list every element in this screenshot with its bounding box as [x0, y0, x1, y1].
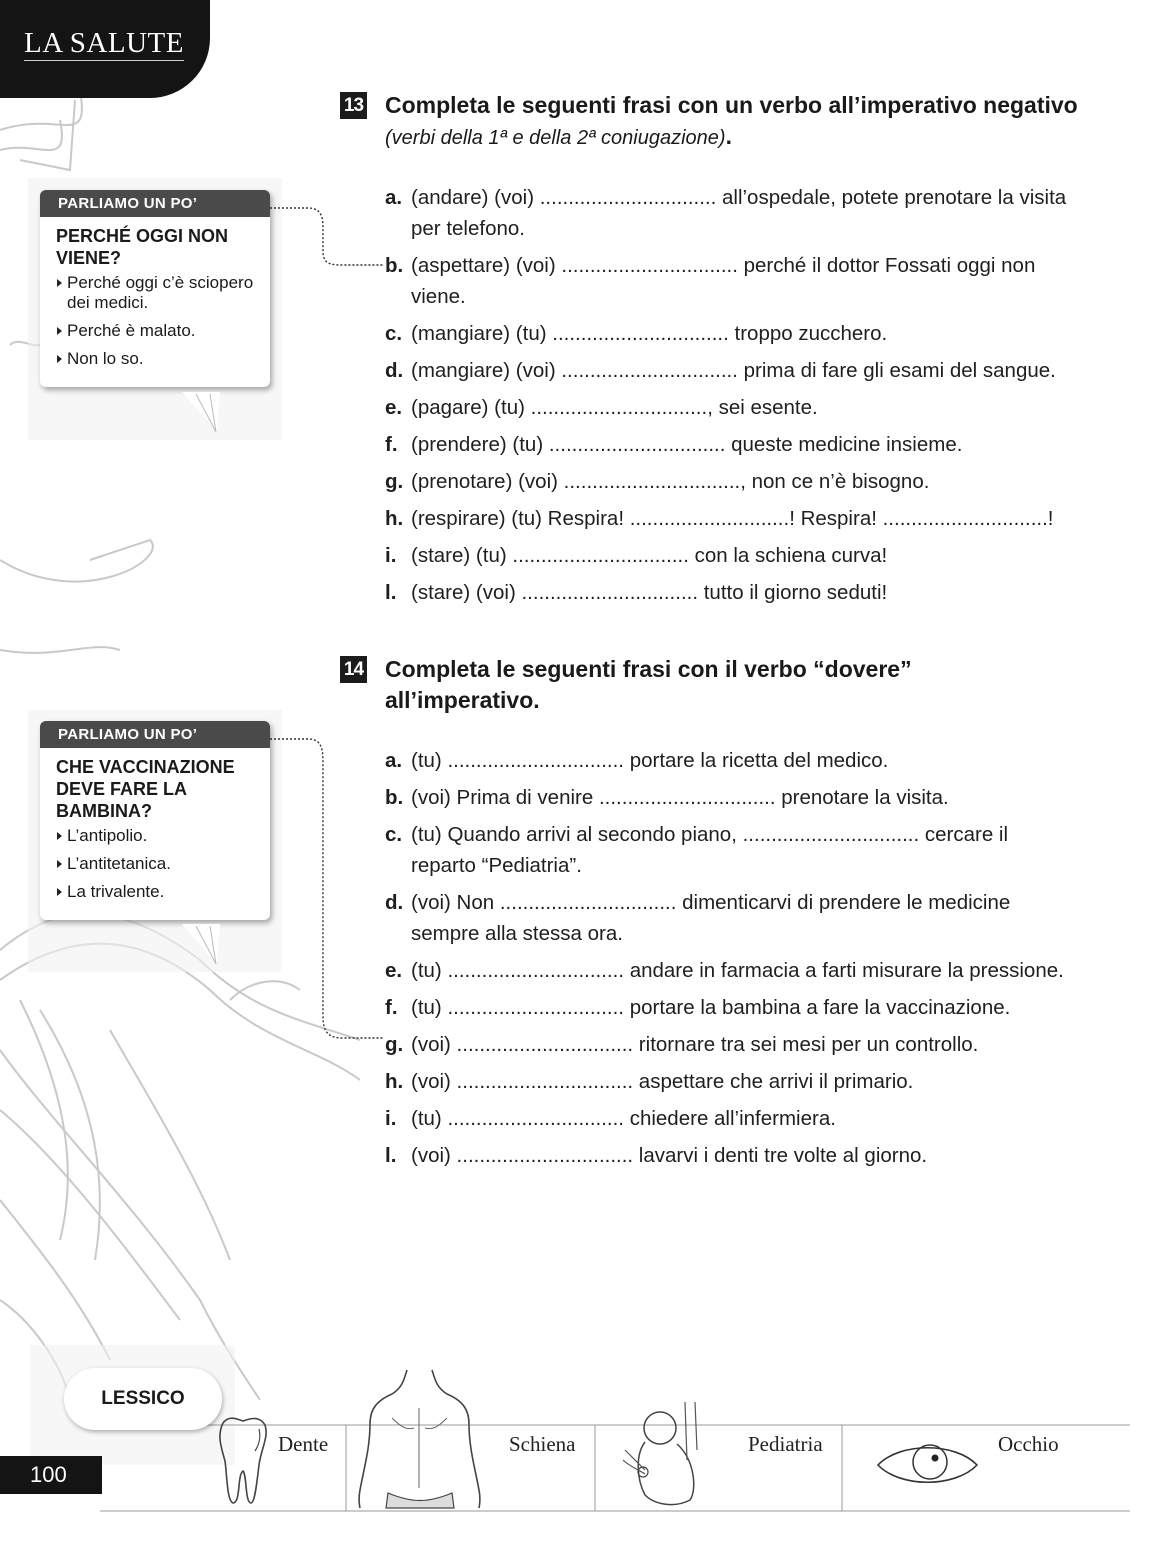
- exercise-item: g. (prenotare) (voi) ..............................., non ce n’è bisogno.: [385, 470, 930, 493]
- exercise-14-list: [385, 745, 1075, 1177]
- section-title-tab: [0, 0, 210, 98]
- exercise-subtitle: (verbi della 1ª e della 2ª coniugazione): [385, 127, 726, 149]
- box-header: PARLIAMO UN PO’: [40, 721, 270, 748]
- box-option: Perché oggi c’è sciopero dei medici.: [56, 273, 260, 313]
- exercise-item: h. (voi) ............................... aspettare che arrivi il primario.: [385, 1070, 914, 1093]
- vocab-word-pediatria: Pediatria: [748, 1432, 823, 1456]
- exercise-item: e. (tu) ............................... andare in farmacia a farti misurare la pressione.: [385, 959, 1064, 982]
- speech-bubble-tail: [180, 392, 225, 436]
- speech-bubble-tail: [180, 924, 225, 968]
- exercise-item: a. (tu) ............................... portare la ricetta del medico.: [385, 749, 889, 772]
- box-options: [40, 824, 270, 920]
- section-title: LA SALUTE: [24, 27, 184, 59]
- exercise-item: h. (respirare) (tu) Respira! ............................! Respira! .............................!: [385, 507, 1054, 530]
- tooth-icon: [215, 1415, 270, 1510]
- box-question: CHE VACCINAZIONE DEVE FARE LA BAMBINA?: [56, 757, 235, 821]
- exercise-item: c. (tu) Quando arrivi al secondo piano, ............................... cercare il reparto “Pediatria”.: [385, 823, 1009, 877]
- exercise-title: Completa le seguenti frasi con il verbo “dovere” all’imperativo.: [385, 656, 912, 713]
- exercise-number: 14: [340, 656, 367, 683]
- vocab-word-dente: Dente: [278, 1432, 329, 1456]
- exercise-title: Completa le seguenti frasi con un verbo all’imperativo negativo (verbi della 1ª e della 2ª coniugazione).: [385, 92, 1078, 149]
- vocab-word-occhio: Occhio: [998, 1432, 1059, 1456]
- box-option: Perché è malato.: [56, 321, 260, 341]
- exercise-item: i. (tu) ............................... chiedere all’infermiera.: [385, 1107, 836, 1130]
- box-header: PARLIAMO UN PO’: [40, 190, 270, 217]
- exercise-item: l. (voi) ............................... lavarvi i denti tre volte al giorno.: [385, 1144, 928, 1167]
- box-option: Non lo so.: [56, 349, 260, 369]
- eye-icon: [875, 1440, 980, 1490]
- exercise-13-list: [385, 182, 1075, 614]
- exercise-item: d. (voi) Non ............................... dimenticarvi di prendere le medicine sempre alla stessa ora.: [385, 891, 1011, 945]
- exercise-number: 13: [340, 92, 367, 119]
- lessico-label: LESSICO: [64, 1368, 222, 1430]
- box-option: La trivalente.: [56, 882, 260, 902]
- exercise-item: a. (andare) (voi) ............................... all’ospedale, potete prenotare la visita per telefono.: [385, 186, 1067, 240]
- vocab-word-schiena: Schiena: [509, 1432, 576, 1456]
- exercise-item: l. (stare) (voi) ............................... tutto il giorno seduti!: [385, 581, 888, 604]
- exercise-item: c. (mangiare) (tu) ............................... troppo zucchero.: [385, 322, 888, 345]
- back-icon: [352, 1368, 487, 1510]
- box-question: PERCHÉ OGGI NON VIENE?: [56, 226, 229, 268]
- speech-box-2: [40, 721, 270, 920]
- connector-line-1: [268, 205, 388, 275]
- box-options: [40, 271, 270, 387]
- connector-line-2: [268, 736, 388, 1046]
- speech-box-1: [40, 190, 270, 387]
- exercise-item: b. (voi) Prima di venire ............................... prenotare la visita.: [385, 786, 949, 809]
- exercise-item: f. (prendere) (tu) ............................... queste medicine insieme.: [385, 433, 963, 456]
- exercise-item: f. (tu) ............................... portare la bambina a fare la vaccinazione.: [385, 996, 1011, 1019]
- exercise-item: d. (mangiare) (voi) ............................... prima di fare gli esami del sangue.: [385, 359, 1056, 382]
- box-option: L’antipolio.: [56, 826, 260, 846]
- box-option: L’antitetanica.: [56, 854, 260, 874]
- exercise-item: g. (voi) ............................... ritornare tra sei mesi per un controllo.: [385, 1033, 979, 1056]
- exercise-item: i. (stare) (tu) ............................... con la schiena curva!: [385, 544, 888, 567]
- page-number: 100: [0, 1456, 102, 1494]
- exercise-item: b. (aspettare) (voi) ............................... perché il dottor Fossati oggi non viene.: [385, 254, 1036, 308]
- exercise-item: e. (pagare) (tu) ..............................., sei esente.: [385, 396, 818, 419]
- pediatrician-icon: [615, 1400, 715, 1512]
